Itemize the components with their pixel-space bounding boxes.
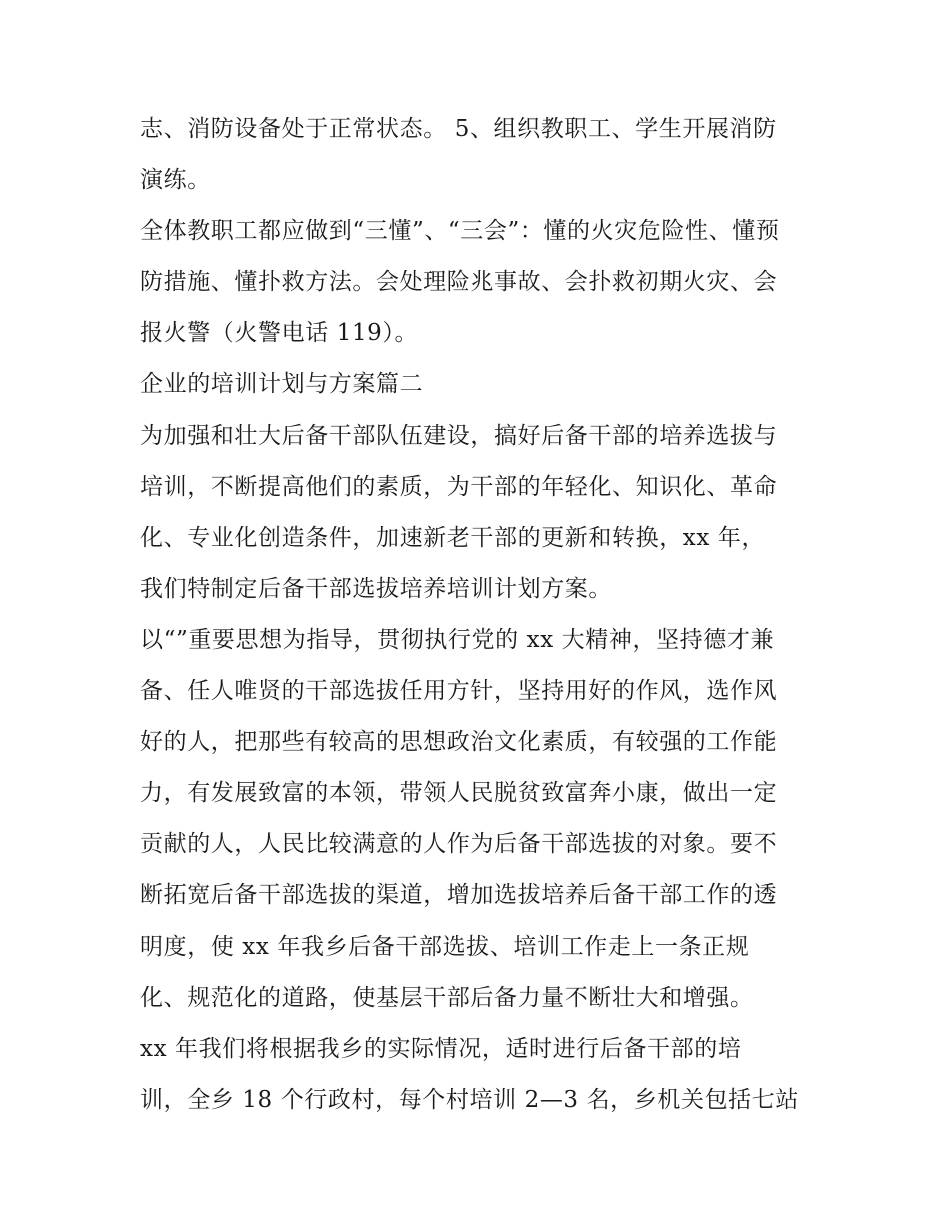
text-line: 防措施、懂扑救方法。会处理险兆事故、会扑救初期火灾、会 bbox=[140, 269, 778, 296]
text-line: 好的人，把那些有较高的思想政治文化素质，有较强的工作能 bbox=[140, 729, 778, 756]
text-line: 明度，使 xx 年我乡后备干部选拔、培训工作走上一条正规 bbox=[140, 933, 750, 960]
text-line: xx 年我们将根据我乡的实际情况，适时进行后备干部的培 bbox=[140, 1035, 742, 1062]
text-line: 贡献的人，人民比较满意的人作为后备干部选拔的对象。要不 bbox=[140, 831, 778, 858]
text-line: 演练。 bbox=[140, 167, 211, 194]
text-line: 报火警（火警电话 119）。 bbox=[140, 320, 419, 347]
text-line: 志、消防设备处于正常状态。 5、组织教职工、学生开展消防 bbox=[140, 116, 777, 142]
text-line: 化、专业化创造条件，加速新老干部的更新和转换，xx 年， bbox=[140, 524, 766, 551]
text-line: 为加强和壮大后备干部队伍建设，搞好后备干部的培养选拔与 bbox=[140, 422, 778, 449]
document-body bbox=[140, 104, 830, 1126]
text-line: 训，全乡 18 个行政村，每个村培训 2—3 名，乡机关包括七站 bbox=[140, 1086, 799, 1113]
text-line: 培训，不断提高他们的素质，为干部的年轻化、知识化、革命 bbox=[140, 473, 778, 500]
text-line: 备、任人唯贤的干部选拔任用方针，坚持用好的作风，选作风 bbox=[140, 678, 778, 705]
text-line: 全体教职工都应做到“三懂”、“三会”：懂的火灾危险性、懂预 bbox=[140, 218, 780, 245]
text-line: 力，有发展致富的本领，带领人民脱贫致富奔小康，做出一定 bbox=[140, 780, 778, 807]
section-heading: 企业的培训计划与方案篇二 bbox=[140, 371, 424, 398]
text-line: 化、规范化的道路，使基层干部后备力量不断壮大和增强。 bbox=[140, 984, 754, 1011]
text-line: 断拓宽后备干部选拔的渠道，增加选拔培养后备干部工作的透 bbox=[140, 882, 778, 909]
text-line: 以“”重要思想为指导，贯彻执行党的 xx 大精神，坚持德才兼 bbox=[140, 626, 775, 653]
text-line: 我们特制定后备干部选拔培养培训计划方案。 bbox=[140, 575, 612, 602]
